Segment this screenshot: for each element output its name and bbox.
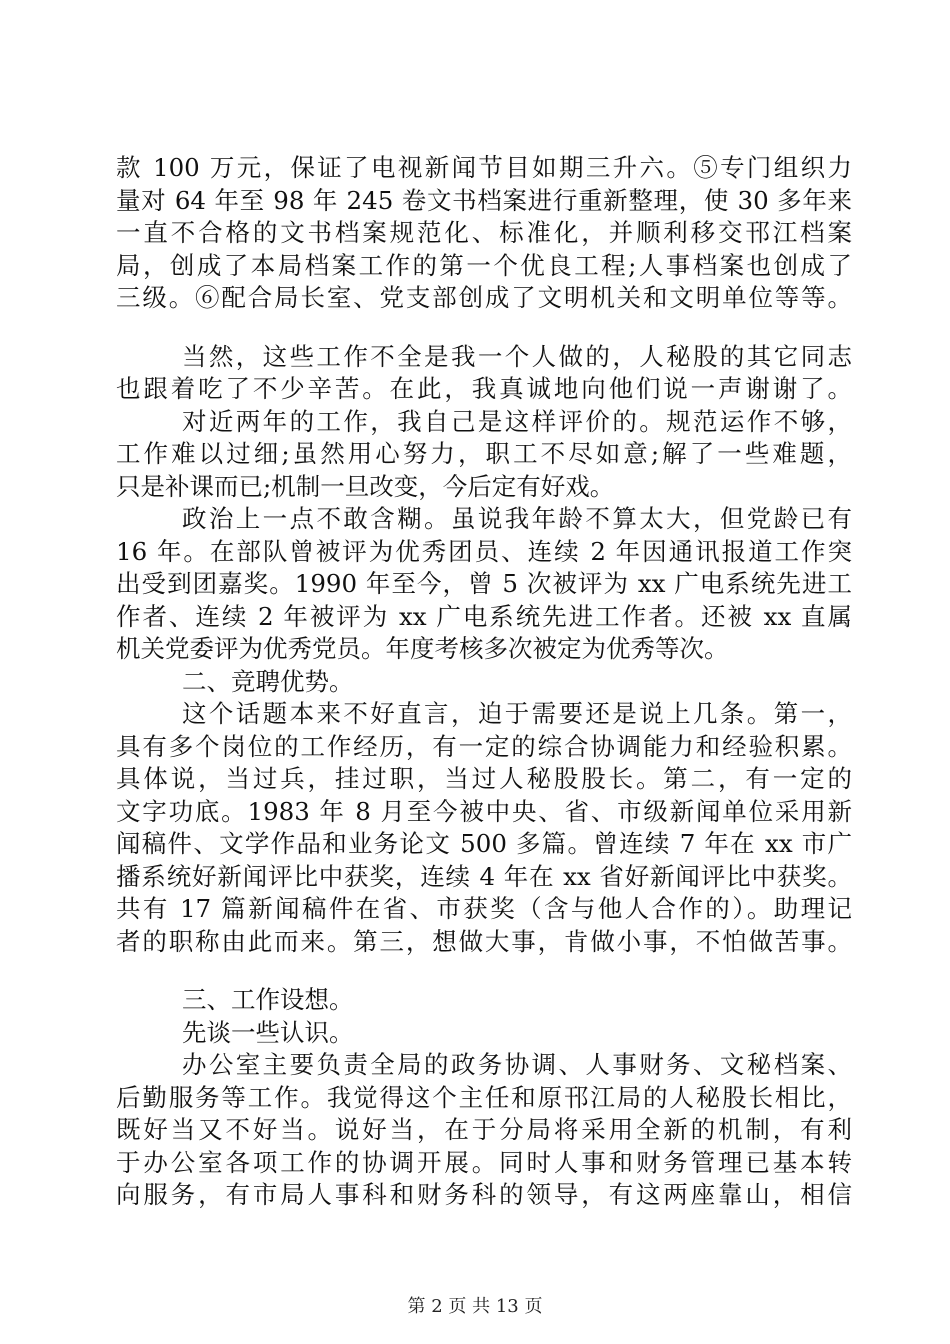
- text-line: 出受到团嘉奖。1990 年至今，曾 5 次被评为 xx 广电系统先进工: [116, 569, 852, 598]
- text-line: 工作难以过细;虽然用心努力，职工不尽如意;解了一些难题，: [116, 439, 852, 468]
- text-line: 这个话题本来不好直言，迫于需要还是说上几条。第一，: [182, 699, 852, 728]
- section-heading: 三、工作设想。: [182, 985, 354, 1014]
- text-line: 也跟着吃了不少辛苦。在此，我真诚地向他们说一声谢谢了。: [116, 374, 852, 403]
- text-line: 量对 64 年至 98 年 245 卷文书档案进行重新整理，使 30 多年来: [116, 185, 852, 215]
- paragraph-office-duties: [116, 1049, 852, 1212]
- text-line: 政治上一点不敢含糊。虽说我年龄不算太大，但党龄已有: [182, 504, 852, 533]
- paragraph-advantages: [116, 698, 852, 958]
- paragraph-self-evaluation: [116, 406, 852, 504]
- page-number-footer: 第 2 页 共 13 页: [407, 1296, 543, 1317]
- text-line: 局，创成了本局档案工作的第一个优良工程;人事档案也创成了: [116, 250, 852, 280]
- text-line: 具体说，当过兵，挂过职，当过人秘股股长。第二，有一定的: [116, 764, 852, 793]
- text-line: 者的职称由此而来。第三，想做大事，肯做小事，不怕做苦事。: [116, 926, 852, 956]
- text-line: 办公室主要负责全局的政务协调、人事财务、文秘档案、: [182, 1050, 852, 1079]
- text-line: 款 100 万元，保证了电视新闻节目如期三升六。⑤专门组织力: [116, 153, 852, 182]
- paragraph-achievements-continued: [116, 152, 852, 315]
- section-heading-plans: [116, 984, 852, 1049]
- text-line: 机关党委评为优秀党员。年度考核多次被定为优秀等次。: [116, 634, 729, 663]
- document-body: [116, 152, 852, 1212]
- text-line: 播系统好新闻评比中获奖，连续 4 年在 xx 省好新闻评比中获奖。: [116, 861, 852, 891]
- text-line: 三级。⑥配合局长室、党支部创成了文明机关和文明单位等等。: [116, 283, 852, 312]
- section-heading: 二、竞聘优势。: [182, 666, 354, 696]
- text-line: 当然，这些工作不全是我一个人做的，人秘股的其它同志: [182, 341, 852, 371]
- text-line: 闻稿件、文学作品和业务论文 500 多篇。曾连续 7 年在 xx 市广: [116, 829, 852, 858]
- text-line: 于办公室各项工作的协调开展。同时人事和财务管理已基本转: [116, 1147, 852, 1177]
- section-heading-advantages: [116, 666, 852, 699]
- paragraph-thanks: [116, 341, 852, 406]
- text-line: 共有 17 篇新闻稿件在省、市获奖（含与他人合作的）。助理记: [116, 894, 852, 923]
- paragraph-gap: [116, 958, 852, 984]
- text-line: 一直不合格的文书档案规范化、标准化，并顺利移交邗江档案: [116, 218, 852, 247]
- text-line: 文字功底。1983 年 8 月至今被中央、省、市级新闻单位采用新: [116, 796, 852, 826]
- text-line: 具有多个岗位的工作经历，有一定的综合协调能力和经验积累。: [116, 731, 852, 761]
- text-line: 16 年。在部队曾被评为优秀团员、连续 2 年因通讯报道工作突: [116, 536, 852, 566]
- sub-heading: 先谈一些认识。: [182, 1017, 354, 1047]
- text-line: 向服务，有市局人事科和财务科的领导，有这两座靠山，相信: [116, 1180, 852, 1209]
- paragraph-political: [116, 503, 852, 666]
- text-line: 对近两年的工作，我自己是这样评价的。规范运作不够，: [182, 406, 852, 436]
- text-line: 后勤服务等工作。我觉得这个主任和原邗江局的人秘股长相比，: [116, 1082, 852, 1112]
- paragraph-gap: [116, 315, 852, 341]
- text-line: 只是补课而已;机制一旦改变，今后定有好戏。: [116, 471, 615, 501]
- text-line: 作者、连续 2 年被评为 xx 广电系统先进工作者。还被 xx 直属: [116, 601, 852, 631]
- text-line: 既好当又不好当。说好当，在于分局将采用全新的机制，有利: [116, 1115, 852, 1144]
